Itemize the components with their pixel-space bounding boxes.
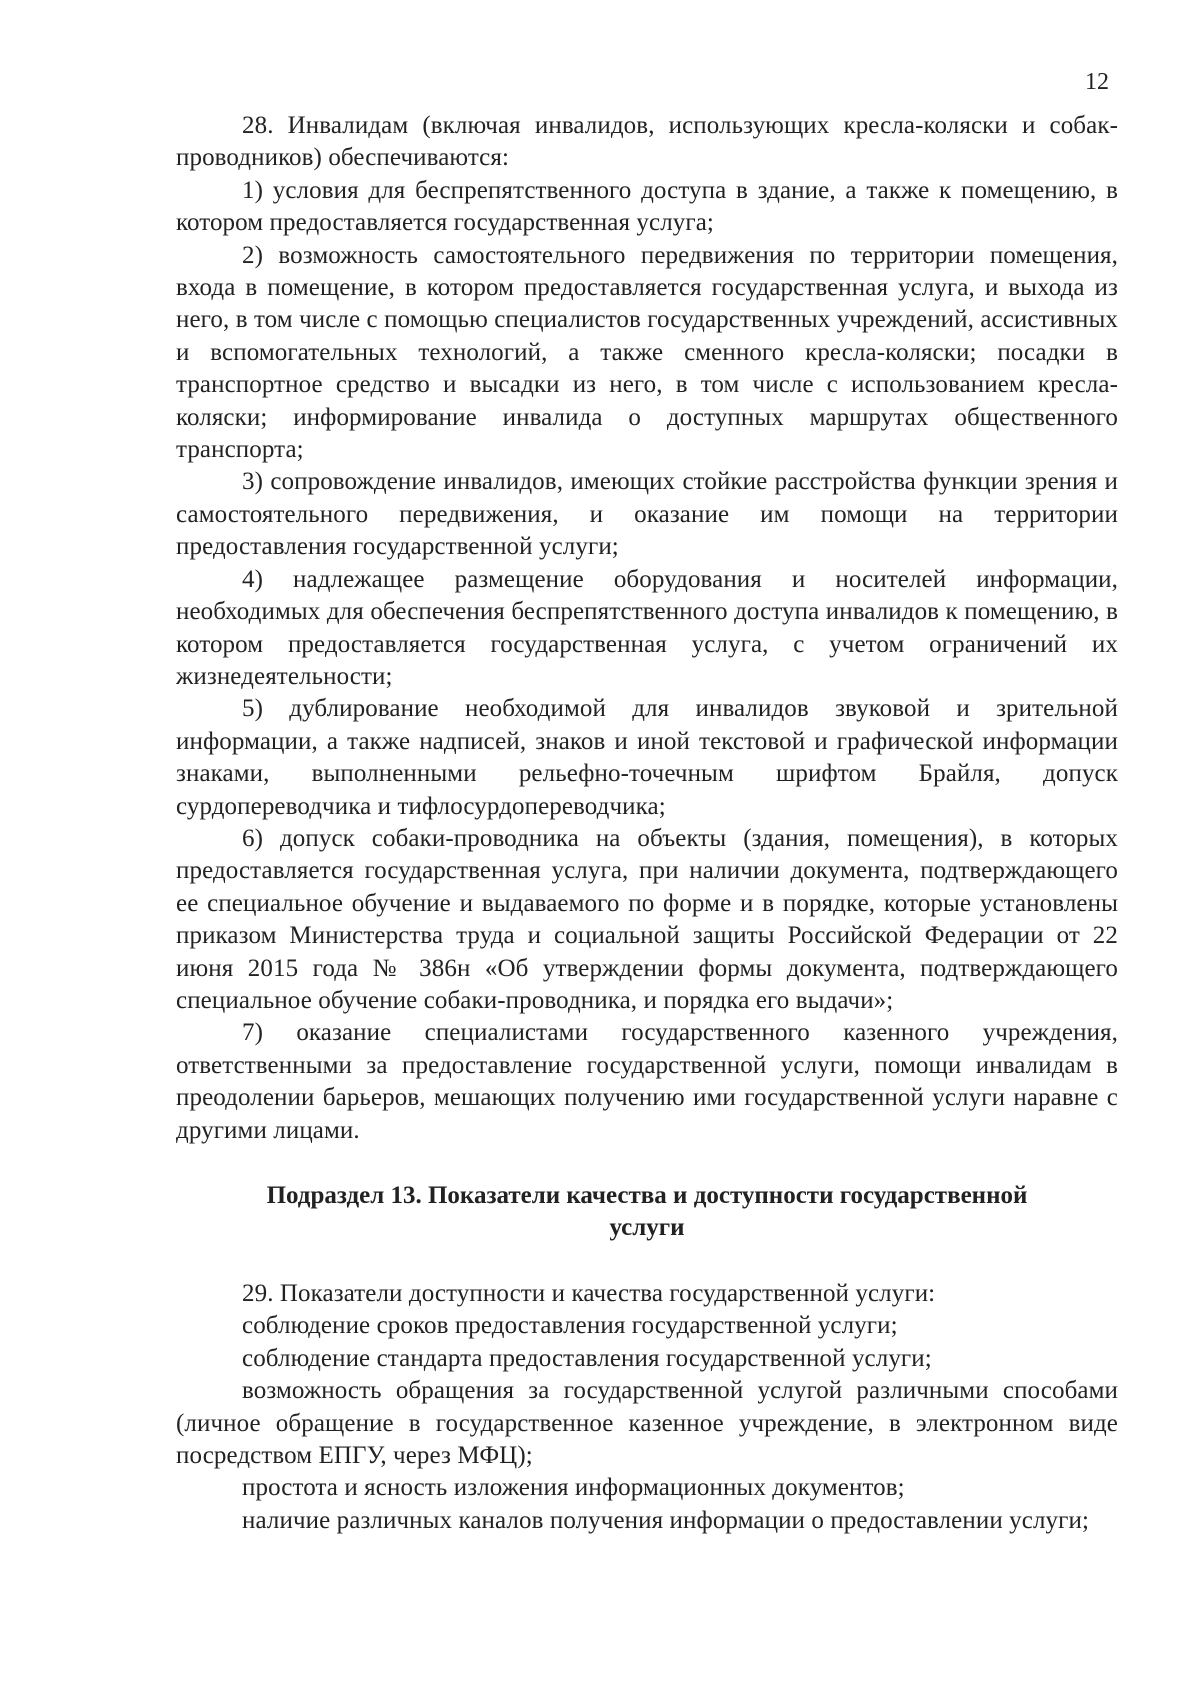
paragraph-29-item-2: соблюдение стандарта предоставления государственной услуги; <box>242 1344 932 1372</box>
paragraph-29-item-4: простота и ясность изложения информационных документов; <box>242 1474 905 1502</box>
paragraph-28-item-6: 6) допуск собаки-проводника на объекты (здания, помещения), в которых предоставляется государственная услуга, при наличии документа, подтверждающего ее специальное обучение и выдаваемого по форме и в порядке, которые установлены приказом Министерства труда и социальной защиты Российской Федерации от 22 июня 2015 года № 386н «Об утверждении формы документа, подтверждающего специальное обучение собаки-проводника, и порядка его выдачи»; <box>176 824 1118 1014</box>
paragraph-28-item-4: 4) надлежащее размещение оборудования и носителей информации, необходимых для обеспечения беспрепятственного доступа инвалидов к помещению, в котором предоставляется государственная услуга, с учетом ограничений их жизнедеятельности; <box>176 565 1118 690</box>
subsection-heading <box>176 1147 1118 1278</box>
paragraph-29-item-3: возможность обращения за государственной услугой различными способами (личное обращение в государственное казенное учреждение, в электронном виде посредством ЕПГУ, через МФЦ); <box>176 1377 1118 1470</box>
paragraph-28-item-3: 3) сопровождение инвалидов, имеющих стойкие расстройства функции зрения и самостоятельного передвижения, и оказание им помощи на территории предоставления государственной услуги; <box>176 468 1118 561</box>
paragraph-28-item-7: 7) оказание специалистами государственного казенного учреждения, ответственными за предоставление государственной услуги, помощи инвалидам в преодолении барьеров, мешающих получению ими государственной услуги наравне с другими лицами. <box>176 1019 1118 1144</box>
subsection-heading-line-1: Подраздел 13. Показатели качества и доступности государственной <box>266 1182 1028 1209</box>
page-number: 12 <box>1085 69 1109 95</box>
document-body <box>176 110 1118 1537</box>
subsection-heading-line-2: услуги <box>609 1214 685 1241</box>
paragraph-29-item-5: наличие различных каналов получения информации о предоставлении услуги; <box>242 1506 1090 1534</box>
paragraph-28-item-2: 2) возможность самостоятельного передвижения по территории помещения, входа в помещение, в котором предоставляется государственная услуга, и выхода из него, в том числе с помощью специалистов государственных учреждений, ассистивных и вспомогательных технологий, а также сменного кресла-коляски; посадки в транспортное средство и высадки из него, в том числе с использованием кресла-коляски; информирование инвалида о доступных маршрутах общественного транспорта; <box>176 241 1118 464</box>
paragraph-28-item-5: 5) дублирование необходимой для инвалидов звуковой и зрительной информации, а также надписей, знаков и иной текстовой и графической информации знаками, выполненными рельефно-точечным шрифтом Брайля, допуск сурдопереводчика и тифлосурдопереводчика; <box>176 695 1118 820</box>
paragraph-29-intro: 29. Показатели доступности и качества государственной услуги: <box>242 1280 936 1307</box>
paragraph-28-intro: 28. Инвалидам (включая инвалидов, использующих кресла-коляски и собак-проводников) обеспечиваются: <box>176 112 1118 172</box>
paragraph-29-item-1: соблюдение сроков предоставления государственной услуги; <box>242 1312 898 1340</box>
paragraph-28-item-1: 1) условия для беспрепятственного доступа в здание, а также к помещению, в котором предоставляется государственная услуга; <box>176 176 1118 237</box>
